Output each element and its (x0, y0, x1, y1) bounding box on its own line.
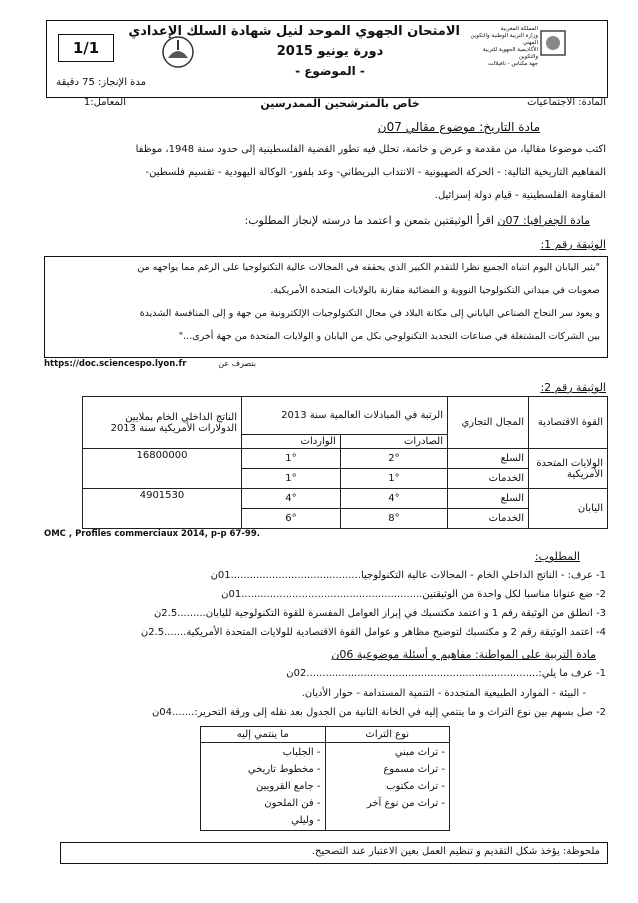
civics-q1-items: - البيئة - الموارد الطبيعية المتجددة - التنمية المستدامة - حوار الأديان. (301, 688, 586, 699)
civics-q1: 1- عرف ما يلي:.........................................................................02ن (286, 668, 606, 679)
list-item: - تراث مكتوب (386, 781, 445, 792)
civics-q2: 2- صل بسهم بين نوع التراث و ما ينتمي إليه في الخانة الثانية من الجدول بعد نقله إلى ورقة التحرير:.......04ن (151, 707, 606, 718)
table-header: الناتج الداخلي الخام بملايين الدولارات الأمريكية سنة 2013 (83, 397, 242, 449)
table-row: الولايات المتحدة الأمريكية السلع 2° 1° 16800000 (83, 449, 608, 469)
exam-session: دورة يونيو 2015 (276, 44, 384, 59)
table-header: الواردات (242, 435, 341, 449)
history-line: المفاهيم التاريخية التالية: - الحركة الصهيونية - الانتداب البريطاني- وعد بلفور- الوكالة اليهودية - تقسيم فلسطين- (145, 167, 606, 178)
table-row: الخدمات 1° 1° (83, 469, 608, 489)
history-line: اكتب موضوعا مقاليا، من مقدمة و عرض و خاتمة، تحلل فيه تطور القضية الفلسطينية إلى حدود سنة 1948، موظفا (135, 144, 606, 155)
table-header: ما ينتمي إليه (201, 727, 326, 743)
table-header: نوع التراث (325, 727, 450, 743)
list-item: - جامع القرويين (255, 781, 321, 792)
academy-logo-icon (160, 34, 196, 70)
doc2-label: الوثيقة رقم 2: (540, 381, 606, 394)
heritage-table (200, 726, 450, 831)
question: 1- عرف: - الناتج الداخلي الخام - المجالات عالية التكنولوجيا.........................................01ن (210, 570, 606, 581)
doc1-line: بين الشركات المشتغلة في صناعات التجديد التكنولوجي بكل من اليابان و الولايات المتحدة من جهة أخرى..." (178, 331, 600, 342)
table-header: الرتبة في المبادلات العالمية سنة 2013 (242, 397, 448, 435)
subject-label: - الموضوع - (295, 64, 365, 78)
table-row: اليابان السلع 4° 4° 4901530 (83, 489, 608, 509)
table-row: الخدمات 8° 6° (83, 509, 608, 529)
list-item: - فن الملحون (264, 798, 321, 809)
table-header: القوة الاقتصادية (529, 397, 608, 449)
table-header: المجال التجاري (448, 397, 529, 449)
list-item: - مخطوط تاريخي (247, 764, 321, 775)
candidates-label: خاص بالمترشحين الممدرسين (260, 97, 420, 110)
doc2-source: OMC , Profiles commerciaux 2014, p-p 67-99. (44, 529, 260, 539)
civics-heading: مادة التربية على المواطنة: مفاهيم و أسئلة موضوعية 06ن (331, 648, 596, 661)
coefficient: المعامل:1 (83, 97, 126, 108)
kingdom-emblem-icon (538, 28, 568, 58)
question: 2- ضع عنوانا مناسبا لكل واحدة من الوثيقتين.........................................................01ن (221, 589, 606, 600)
list-item: - تراث من نوع آخر (366, 798, 445, 809)
doc1-line: "يثير اليابان اليوم انتباه الجميع نظرا للتقدم الكبير الذي يحققه في المجالات عالية التكنولوجيا على الرغم مما يواجهه من (137, 262, 600, 273)
doc1-source: https://doc.sciencespo.lyon.fr (44, 359, 187, 369)
ministry-block: المملكة المغربية وزارة التربية الوطنية والتكوين المهني الأكاديمية الجهوية للتربية والتكوين جهة مكناس - تافيلالت (470, 26, 538, 67)
question: 3- انطلق من الوثيقة رقم 1 و اعتمد مكتسبك في إبراز العوامل المفسرة للقوة التكنولوجية لليابان.........2.5ن (153, 608, 606, 619)
page-number: 1/1 (58, 34, 114, 62)
doc1-source-ar: بتصرف عن (218, 359, 256, 368)
list-item: - تراث مبني (394, 747, 445, 758)
duration: مدة الإنجاز: 75 دقيقة (56, 77, 146, 88)
material: المادة: الاجتماعيات (527, 97, 606, 108)
doc2-table (82, 396, 608, 529)
table-header: الصادرات (340, 435, 447, 449)
list-item: - تراث مسموع (383, 764, 445, 775)
list-item: - وليلي (291, 815, 321, 826)
required-label: المطلوب: (534, 550, 580, 563)
exam-title: الامتحان الجهوي الموحد لنيل شهادة السلك الإعدادي (128, 24, 460, 39)
geography-heading: مادة الجغرافيا: 07ن اقرأ الوثيقتين بتمعن و اعتمد ما درسته لإنجاز المطلوب: (244, 214, 590, 227)
doc1-line: و يعود سر النجاح الصناعي الياباني إلى مكانة البلاد في مجال التكنولوجيات الإلكترونية من جهة و إلى المنافسة الشديدة (139, 308, 600, 319)
doc1-line: صعوبات في ميداني التكنولوجيا النووية و الفضائية مقارنة بالولايات المتحدة الأمريكية. (270, 285, 600, 296)
history-heading: مادة التاريخ: موضوع مقالي 07ن (377, 120, 540, 134)
history-line: المقاومة الفلسطينية - قيام دولة إسرائيل. (434, 190, 606, 201)
doc1-label: الوثيقة رقم 1: (540, 238, 606, 251)
list-item: - الجلباب (282, 747, 321, 758)
note: ملحوظة: يؤخذ شكل التقديم و تنظيم العمل بعين الاعتبار عند التصحيح. (311, 846, 600, 857)
question: 4- اعتمد الوثيقة رقم 2 و مكتسبك لتوضيح مظاهر و عوامل القوة الاقتصادية للولايات المتحدة الأمريكية.......2.5ن (140, 627, 606, 638)
